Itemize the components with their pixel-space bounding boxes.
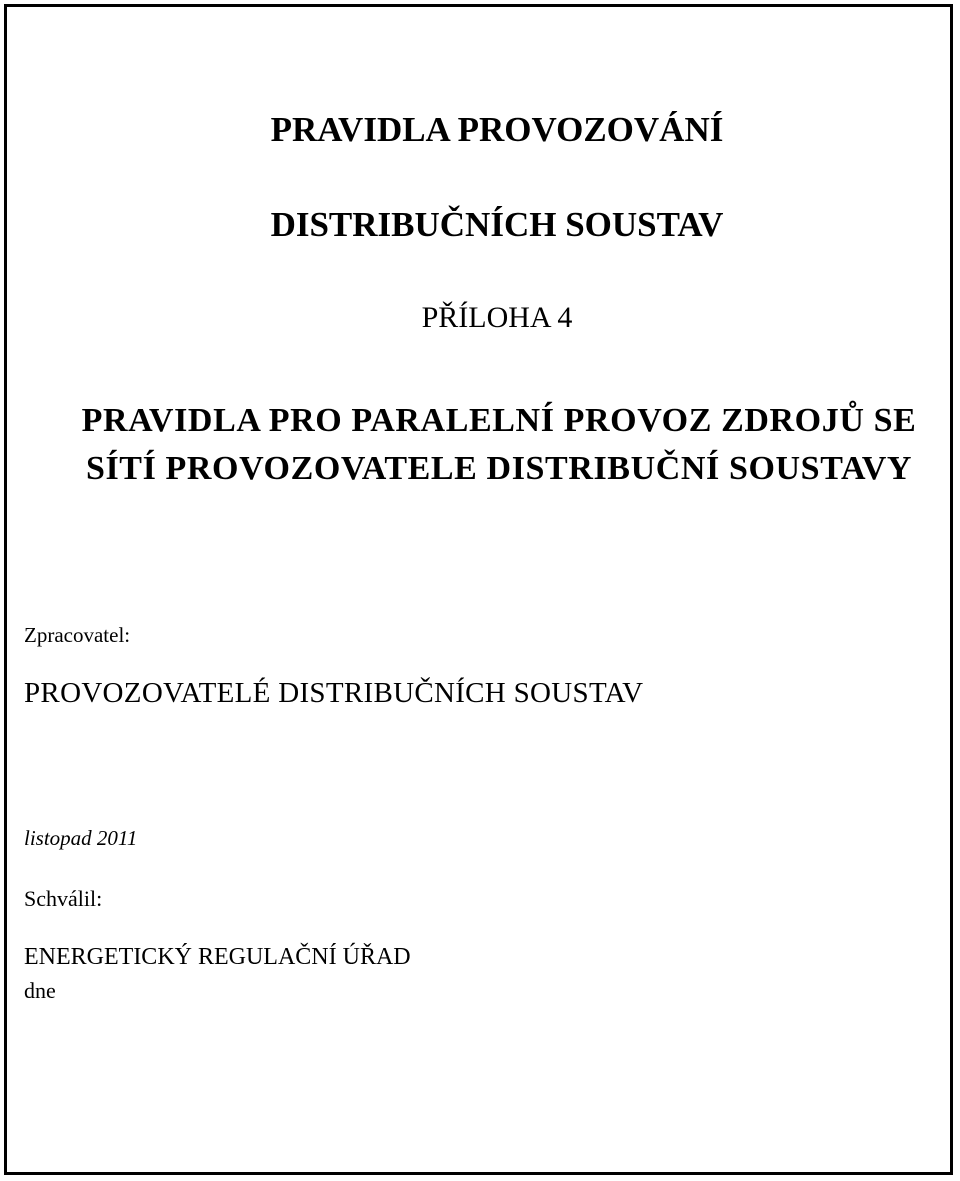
approval-date-label: dne	[24, 978, 56, 1003]
prepared-by-label: Zpracovatel:	[24, 623, 131, 647]
page-border	[4, 4, 953, 1175]
prepared-by-value: PROVOZOVATELÉ DISTRIBUČNÍCH SOUSTAV	[24, 677, 644, 709]
document-subtitle	[0, 397, 960, 493]
approved-by-value: ENERGETICKÝ REGULAČNÍ ÚŘAD	[24, 944, 411, 970]
subtitle-line-2: SÍTÍ PROVOZOVATELE DISTRIBUČNÍ SOUSTAVY	[85, 450, 913, 487]
appendix-label: PŘÍLOHA 4	[421, 301, 573, 334]
approved-by-label: Schválil:	[24, 886, 103, 911]
document-title-line-1: PRAVIDLA PROVOZOVÁNÍ	[270, 110, 724, 149]
subtitle-line-1: PRAVIDLA PRO PARALELNÍ PROVOZ ZDROJŮ SE	[81, 402, 917, 439]
document-date: listopad 2011	[24, 826, 138, 850]
document-title-line-2: DISTRIBUČNÍCH SOUSTAV	[270, 205, 724, 244]
